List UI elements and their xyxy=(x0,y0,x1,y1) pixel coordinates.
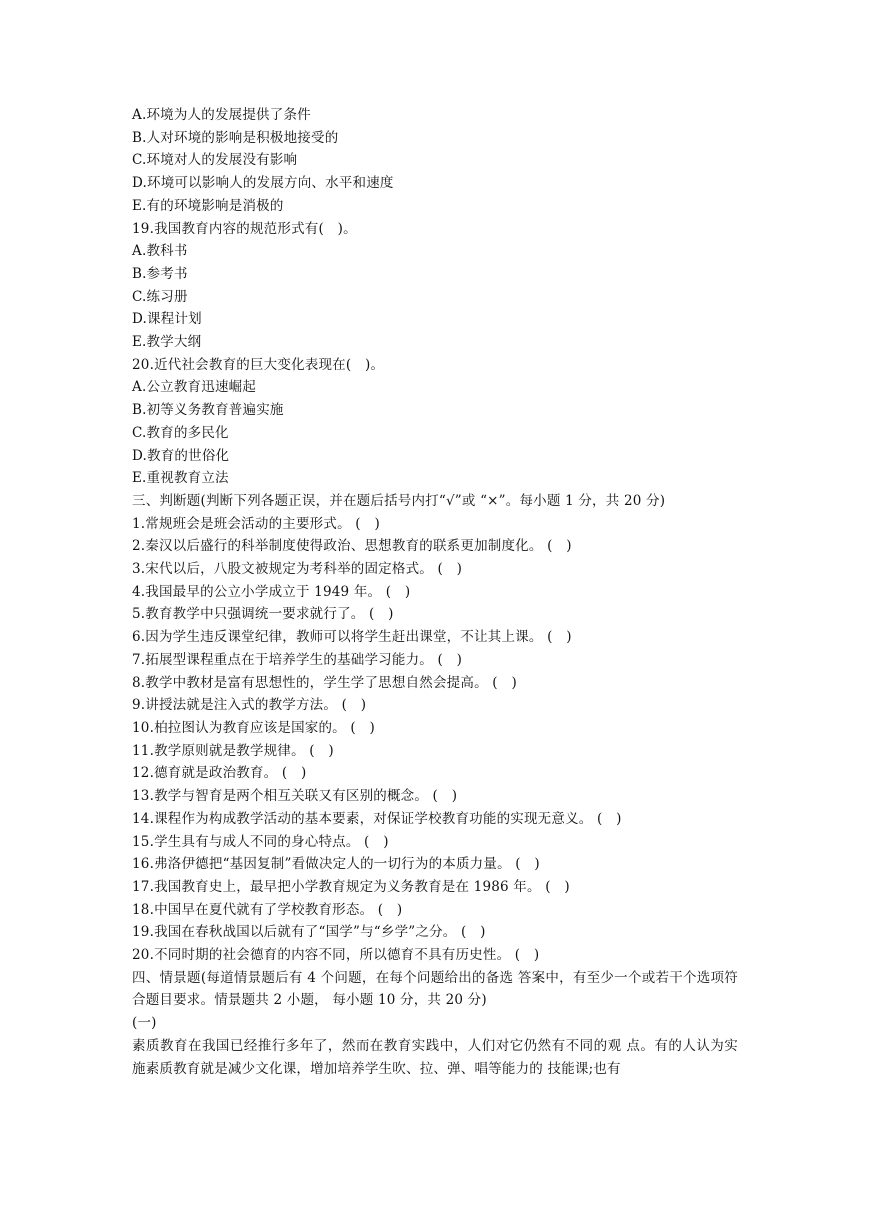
judgment-item: 13.教学与智育是两个相互关联又有区别的概念。 ( ) xyxy=(132,788,458,805)
section-heading-scenario: 四、情景题(每道情景题后有 4 个问题，在每个问题给出的备选 答案中，有至少一个或若干个选项符合题目要求。情景题共 2 小题， 每小题 10 分，共 20 分) xyxy=(132,969,738,1009)
judgment-item: 3.宋代以后，八股文被规定为考科举的固定格式。 ( ) xyxy=(132,561,463,578)
scenario-paragraph: 素质教育在我国已经推行多年了，然而在教育实践中，人们对它仍然有不同的观 点。有的人认为实施素质教育就是减少文化课，增加培养学生吹、拉、弹、唱等能力的 技能课;也有 xyxy=(132,1037,738,1077)
option-line: C.教育的多民化 xyxy=(132,424,229,441)
judgment-item: 4.我国最早的公立小学成立于 1949 年。 ( ) xyxy=(132,583,411,600)
judgment-item: 8.教学中教材是富有思想性的，学生学了思想自然会提高。 ( ) xyxy=(132,674,517,691)
option-line: D.课程计划 xyxy=(132,311,202,328)
option-line: C.环境对人的发展没有影响 xyxy=(132,152,298,169)
option-line: A.环境为人的发展提供了条件 xyxy=(132,107,311,123)
option-line: E.有的环境影响是消极的 xyxy=(132,197,284,214)
judgment-item: 15.学生具有与成人不同的身心特点。 ( ) xyxy=(132,833,389,850)
option-line: D.教育的世俗化 xyxy=(132,447,230,464)
option-line: D.环境可以影响人的发展方向、水平和速度 xyxy=(132,175,394,192)
judgment-item: 2.秦汉以后盛行的科举制度使得政治、思想教育的联系更加制度化。 ( ) xyxy=(132,538,572,555)
option-line: A.教科书 xyxy=(132,243,188,260)
section-heading-judgment: 三、判断题(判断下列各题正误，并在题后括号内打“√”或 “×”。每小题 1 分，共 20 分) xyxy=(132,492,666,509)
option-line: E.教学大纲 xyxy=(132,334,202,351)
option-line: B.参考书 xyxy=(132,265,188,282)
judgment-item: 7.拓展型课程重点在于培养学生的基础学习能力。 ( ) xyxy=(132,651,463,668)
option-line: A.公立教育迅速崛起 xyxy=(132,379,257,396)
judgment-item: 14.课程作为构成教学活动的基本要素，对保证学校教育功能的实现无意义。 ( ) xyxy=(132,810,622,827)
judgment-item: 10.柏拉图认为教育应该是国家的。 ( ) xyxy=(132,719,375,736)
judgment-item: 1.常规班会是班会活动的主要形式。 ( ) xyxy=(132,515,380,532)
judgment-item: 5.教育教学中只强调统一要求就行了。 ( ) xyxy=(132,606,394,623)
judgment-item: 6.因为学生违反课堂纪律，教师可以将学生赶出课堂，不让其上课。 ( ) xyxy=(132,629,572,646)
option-line: C.练习册 xyxy=(132,288,188,305)
judgment-item: 20.不同时期的社会德育的内容不同，所以德育不具有历史性。 ( ) xyxy=(132,947,540,964)
option-line: B.人对环境的影响是积极地接受的 xyxy=(132,129,339,146)
judgment-item: 9.讲授法就是注入式的教学方法。 ( ) xyxy=(132,697,367,714)
option-line: B.初等义务教育普遍实施 xyxy=(132,402,284,419)
judgment-item: 11.教学原则就是教学规律。 ( ) xyxy=(132,742,334,759)
judgment-item: 17.我国教育史上，最早把小学教育规定为义务教育是在 1986 年。 ( ) xyxy=(132,878,570,895)
question-line: 20.近代社会教育的巨大变化表现在( )。 xyxy=(132,356,385,373)
question-line: 19.我国教育内容的规范形式有( )。 xyxy=(132,220,357,237)
document-body xyxy=(132,104,738,1080)
judgment-item: 16.弗洛伊德把“基因复制”看做决定人的一切行为的本质力量。 ( ) xyxy=(132,856,540,873)
judgment-item: 12.德育就是政治教育。 ( ) xyxy=(132,765,307,782)
judgment-item: 19.我国在春秋战国以后就有了“国学”与“乡学”之分。 ( ) xyxy=(132,924,486,941)
option-line: E.重视教育立法 xyxy=(132,470,229,487)
judgment-item: 18.中国早在夏代就有了学校教育形态。 ( ) xyxy=(132,901,403,918)
subsection-label: (一) xyxy=(132,1015,157,1032)
